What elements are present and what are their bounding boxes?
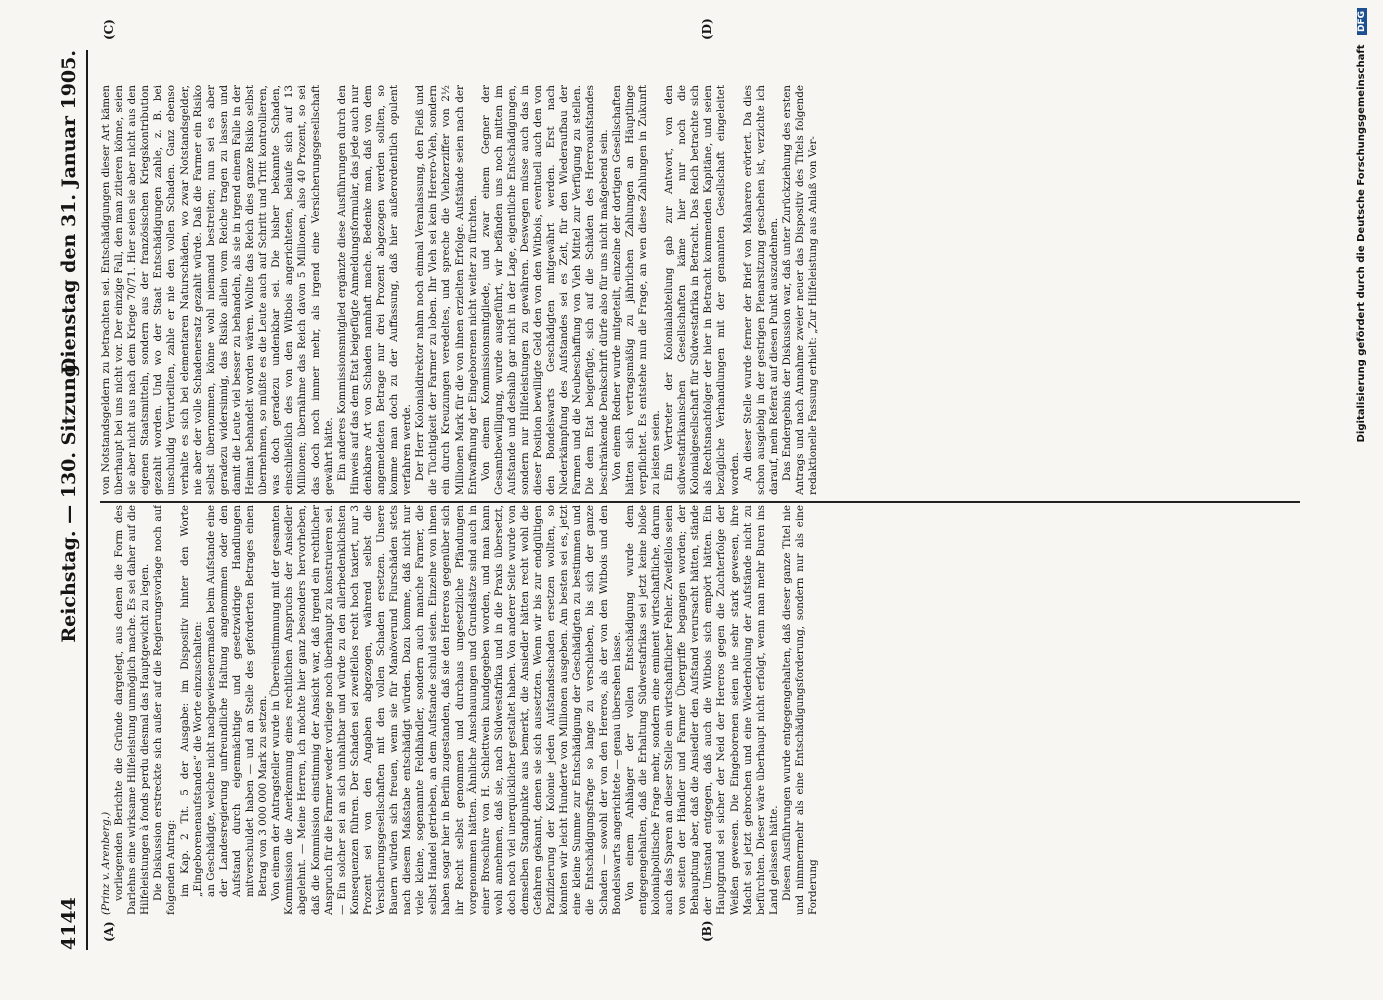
margin-marker-b: (B) bbox=[700, 920, 714, 942]
paragraph: von Notstandsgeldern zu betrachten sei. Entschädigungen dieser Art kämen überhaupt bei uns nicht vor. Der einzige Fall, den man zitieren könne, seien sie aber nicht aus nach dem Kriege 70/71. Hier seien sie aber nicht aus den eigenen Staatsmitteln, sondern aus der französischen Kriegskontribution gezahlt worden. Und wo der Staat Entschädigungen zahle, z. B. bei unschuldig Verurteilten, zahle er nie den vollen Schaden. Ganz ebenso verhalte es sich bei elementaren Naturschäden, wo zwar Notstandsgelder, nie aber der volle Schadenersatz gezahlt würde. Daß die Farmer ein Risiko selbst übernommen, könne wohl niemand bestreiten; nun sei es aber geradezu widersinnig, das Risiko allein vom Reiche tragen zu lassen und damit die Leute viel besser zu behandeln, als sie in irgend einem Falle in der Heimat behandelt worden wären. Wollte das Reich dies ganze Risiko selbst übernehmen, so müßte es die Leute auch auf Schritt und Tritt kontrollieren, was doch geradezu undenkbar sei. Die bisher bekannte Schaden, einschließlich des von den Witbois angerichteten, belaufe sich auf 13 Millionen; übernähme das Reich davon 5 Millionen, also 40 Prozent, so sei das doch noch immer mehr, als irgend eine Versicherungsgesellschaft gewährt hätte. bbox=[100, 85, 335, 495]
motion-text: im Kap. 2 Tit. 5 der Ausgabe: im Dispositiv hinter den Worte „Eingeborenenaufstandes“ die Worte einzuschalten: bbox=[178, 505, 204, 897]
credit-text: Digitalisierung gefördert durch die Deutsche Forschungsgemeinschaft bbox=[1356, 44, 1367, 443]
paragraph: Von einem Anhänger der vollen Entschädigung wurde dem entgegengehalten, daß die Erhaltung Südwestafrikas sei jetzt keine bloße kolonialpolitische Frage mehr, sondern eine eminent wirtschaftliche, darum auch das Sparen an dieser Stelle ein wirtschaftlicher Fehler. Zweifellos seien von seiten der Händler und Farmer Übergriffe begangen worden; der Behauptung aber, daß die Ansiedler den Aufstand verursacht hätten, stände der Umstand entgegen, daß auch die Witbois sich empört hätten. Ein Hauptgrund sei sicher der Neid der Hereros gegen die Zuchterfolge der Weißen gewesen. Die Eingeborenen seien nie sehr stark gewesen, ihre Macht sei jetzt gebrochen und eine Wiederholung der Aufstände nicht zu befürchten. Dieser wäre überhaupt nicht erfolgt, wenn man mehr Buren ins Land gelassen hätte. bbox=[623, 505, 780, 915]
paragraph: Von einem Kommissionsmitgliede, und zwar einem Gegner der Gesamtbewilligung, wurde ausgeführt, wir befänden uns noch mitten im Aufstande und deshalb gar nicht in der Lage, eigentliche Entschädigungen, sondern nur Hilfeleistungen zu gewähren. Deswegen müsse auch das in dieser Position bewilligte Geld den von den Witbois, eventuell auch den von den Bondelswarts Geschädigten mitgewährt werden. Erst nach Niederkämpfung des Aufstandes sei es Zeit, für den Wiederaufbau der Farmen und die Neubeschaffung von Vieh Mittel zur Verfügung zu stellen. Die dem Etat beigefügte, sich auf die Schäden des Hereroaufstandes beschränkende Denkschrift dürfe also für uns nicht maßgebend sein. bbox=[479, 85, 610, 495]
session-date: Dienstag den 31. Januar 1905. bbox=[58, 50, 80, 375]
paragraph: Das Endergebnis der Diskussion war, daß unter Zurückziehung des ersten Antrags und nach Annahme zweier neuer das Dispositiv des Titels folgende redaktionelle Fassung erhielt: „Zur Hilfeleistung aus Anlaß von Ver- bbox=[780, 85, 820, 495]
session-title: Reichstag. — 130. Sitzung. bbox=[58, 357, 80, 643]
header-rule bbox=[86, 50, 88, 950]
page-header bbox=[58, 50, 88, 950]
margin-marker-a: (A) bbox=[102, 921, 116, 942]
paragraph: Ein anderes Kommissionsmitglied ergänzte diese Ausführungen durch den Hinweis auf das dem Etat beigefügte Anmeldungsformular, das jede auch nur denkbare Art von Schaden namhaft mache. Bedenke man, daß von dem angemeldeten Betrage nur drei Prozent abgezogen werden sollten, so komme man doch zu der Auffassung, daß hier außerordentlich opulent verfahren werde. bbox=[335, 85, 414, 495]
paragraph: Ein Vertreter der Kolonialabteilung gab zur Antwort, von den südwestafrikanischen Gesellschaften käme hier nur noch die Kolonialgesellschaft für Südwestafrika in Betracht. Das Reich betrachte sich als Rechtsnachfolger der hier in Betracht kommenden Kapitäne, und seien bezügliche Verhandlungen mit der genannten Gesellschaft eingeleitet worden. bbox=[663, 85, 741, 495]
margin-marker-d: (D) bbox=[700, 18, 714, 40]
speaker-line: (Prinz v. Arenberg.) bbox=[100, 811, 112, 915]
paragraph: vorliegenden Berichte die Gründe dargelegt, aus denen die Form des Darlehns eine wirksame Hilfeleistung unmöglich mache. Es sei daher auf die Hilfeleistungen à fonds perdu diesmal das Hauptgewicht zu legen. bbox=[113, 505, 152, 915]
column-divider bbox=[100, 502, 1300, 504]
page-number: 4144 bbox=[58, 897, 80, 950]
margin-marker-c: (C) bbox=[102, 19, 116, 40]
paragraph: Die Diskussion erstreckte sich außer auf die Regierungsvorlage noch auf folgenden Antrag: bbox=[152, 505, 178, 915]
paragraph: Der Herr Kolonialdirektor nahm noch einmal Veranlassung, den Fleiß und die Tüchtigkeit der Farmer zu loben. Ihr Vieh sei kein Herero-Vieh, sondern ein durch Kreuzungen veredeltes, und spreche die Viehzerziffer von 2½ Millionen Mark für die von ihnen erzielten Erfolge. Aufstände seien nach der Entwaffnung der Eingeborenen nicht weiter zu fürchten. bbox=[414, 85, 479, 495]
digitization-credit bbox=[1352, 8, 1374, 992]
paragraph: Diesen Ausführungen wurde entgegengehalten, daß dieser ganze Titel nie und nimmermehr als eine Entschädigungsforderung, sondern nur als eine Forderung bbox=[780, 505, 820, 915]
left-column bbox=[100, 505, 1300, 915]
paragraph: Von einem Redner wurde mitgeteilt, einzelne der dortigen Gesellschaften hätten sich vertragsmäßig zu jährlichen Zahlungen an Häuptlinge verpflichtet. Es entstehe nun die Frage, an wen diese Zahlungen in Zukunft zu leisten seien. bbox=[610, 85, 662, 495]
paragraph: Von einem der Antragsteller wurde in Übereinstimmung mit der gesamten Kommission die Anerkennung eines rechtlichen Anspruchs der Ansiedler abgelehnt. — Meine Herren, ich möchte hier ganz besonders hervorheben, daß die Kommission einstimmig der Ansicht war, daß irgend ein rechtlicher Anspruch für die Farmer weder vorliege noch überhaupt zu konstruieren sei. — Ein solcher sei an sich unhaltbar und würde zu den allerbedenklichsten Konsequenzen führen. Der Schaden sei zweifellos recht hoch taxiert, nur 3 Prozent sei von den Angaben abgezogen, während selbst die Versicherungsgesellschaften mit den vollen Schaden ersetzen. Unsere Bauern würden sich freuen, wenn sie für Manöverund Flurschäden stets nach diesem Maßstabe entschädigt würden. Dazu komme, daß nicht nur viele kleine, sogenannte Feldhändler, sondern auch manche Farmer, die selbst Handel getrieben, an dem Aufstande schuld seien. Einzelne von ihnen haben sogar hier in Berlin zugestanden, daß sie den Hereros gegenüber sich ihr Recht selbst genommen und durchaus ungesetzliche Pfändungen vorgenommen hätten. Ähnliche Anschauungen und Grundsätze sind auch in einer Broschüre von H. Schlettwein kundgegeben worden, und man kann wohl annehmen, daß sie, nach Südwestafrika und in die Praxis übersetzt, doch noch viel unerquicklicher gestaltet haben. Von anderer Seite wurde von demselben Standpunkte aus bemerkt, die Ansiedler hätten recht wohl die Gefahren gekannt, denen sie sich aussetzten. Wenn wir bis zur endgültigen Pazifizierung der Kolonie jeden Aufstandsschaden ersetzen wollten, so könnten wir leicht Hunderte von Millionen ausgeben. Am besten sei es, jetzt eine kleine Summe zur Entschädigung der Geschädigten zu bestimmen und die Entschädigungsfrage so lange zu verschieben, bis sich der ganze Schaden — sowohl der von den Hereros, als der von den Witbois und den Bondelswarts angerichtete — genau übersehen lasse. bbox=[270, 505, 623, 915]
right-column bbox=[100, 85, 1300, 495]
dfg-logo: DFG bbox=[1357, 8, 1367, 35]
paragraph: An dieser Stelle wurde ferner der Brief von Maharero erörtert. Da dies schon ausgiebig in der gestrigen Plenarsitzung geschehen ist, verzichte ich darauf, mein Referat auf diesen Punkt auszudehnen. bbox=[741, 85, 780, 495]
motion-text: an Geschädigte, welche nicht nachgewiesenermaßen beim Aufstande eine der Landesregierung unfreundliche Haltung angenommen oder den Aufstand durch eigenmächtige und gesetzwidrige Handlungen mitverschuldet haben — und an Stelle des geforderten Betrages einen Betrag von 3 000 000 Mark zu setzen. bbox=[204, 505, 270, 897]
